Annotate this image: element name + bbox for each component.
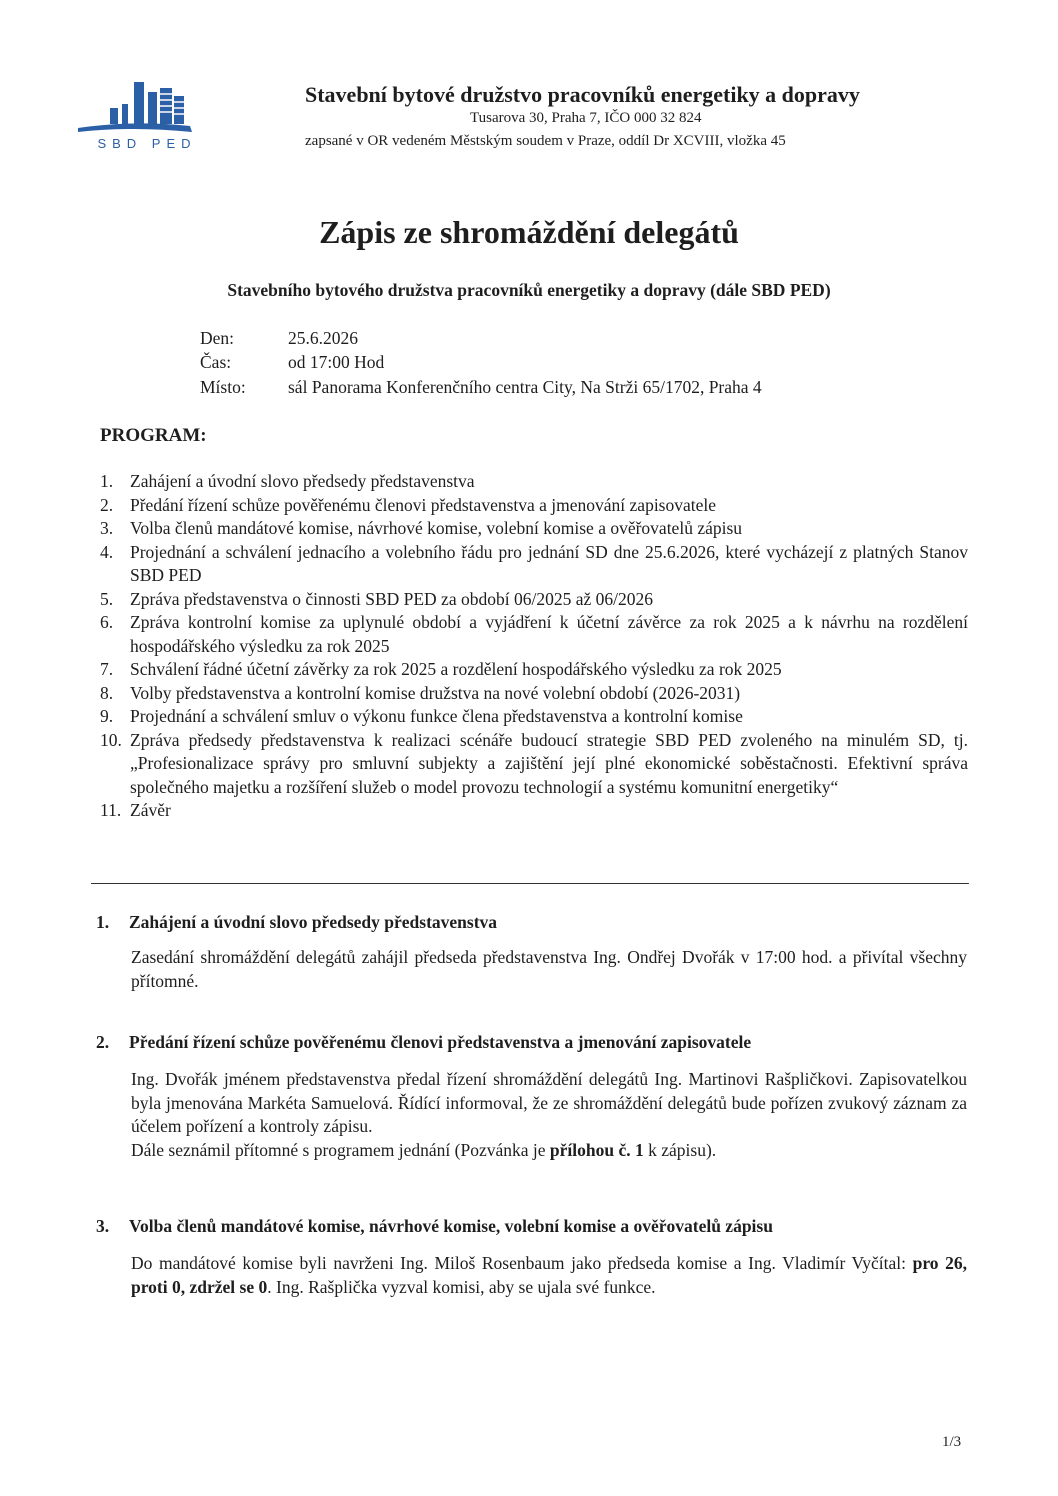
divider <box>91 883 969 884</box>
attachment-reference: přílohou č. 1 <box>549 1139 644 1160</box>
list-item <box>100 682 968 706</box>
list-item <box>100 494 968 518</box>
organization-name: Stavební bytové družstvo pracovníků energetiky a dopravy <box>305 82 860 107</box>
section-heading-2 <box>96 1032 751 1053</box>
section-heading-1 <box>96 912 497 933</box>
organization-address: Tusarova 30, Praha 7, IČO 000 32 824 <box>470 110 702 126</box>
list-item <box>100 611 968 658</box>
section-body-2 <box>131 1068 967 1162</box>
item-number: 6. <box>100 612 114 632</box>
section-title: Předání řízení schůze pověřenému členovi představenstva a jmenování zapisovatele <box>129 1032 752 1052</box>
meta-value-date: 25.6.2026 <box>288 328 358 348</box>
vote-result: pro 26, proti 0, zdržel se 0 <box>131 1253 967 1297</box>
logo <box>72 76 222 156</box>
text-run: . Ing. Rašplička vyzval komisi, aby se ujala své funkce. <box>267 1276 656 1297</box>
item-text: Volby představenstva a kontrolní komise družstva na nové volební období (2026-2031) <box>130 682 741 703</box>
item-number: 9. <box>100 706 114 726</box>
program-list <box>100 470 968 823</box>
item-text: Zpráva předsedy představenstva k realizaci scénáře budoucí strategie SBD PED zvoleného na minulém SD, tj. „Profesionalizace správy pro smluvní subjekty a zajištění její plné ekonomické soběstačnosti. Efektivní správa společného majetku a rozšíření služeb o model provozu technologií a systému komunitní energetiky“ <box>130 729 968 797</box>
meta-label-time: Čas: <box>200 352 232 372</box>
item-number: 1. <box>100 471 114 491</box>
section-heading-3 <box>96 1216 773 1237</box>
item-text: Volba členů mandátové komise, návrhové komise, volební komise a ověřovatelů zápisu <box>130 518 743 538</box>
page-number: 1/3 <box>942 1434 962 1450</box>
item-text: Závěr <box>130 800 171 820</box>
building-logo-icon <box>72 76 222 156</box>
document-title: Zápis ze shromáždění delegátů <box>319 214 739 250</box>
item-number: 3. <box>100 518 114 538</box>
item-number: 5. <box>100 588 114 609</box>
section-body-1: Zasedání shromáždění delegátů zahájil předseda představenstva Ing. Ondřej Dvořák v 17:00 hod. a přivítal všechny přítomné. <box>131 947 967 991</box>
svg-text:SBD PED: SBD PED <box>97 136 197 151</box>
section-number: 3. <box>96 1216 110 1236</box>
text-run: Dále seznámil přítomné s programem jednání (Pozvánka je <box>131 1139 550 1160</box>
meta-value-time: od 17:00 Hod <box>288 352 385 372</box>
text-run: Do mandátové komise byli navrženi Ing. Miloš Rosenbaum jako předseda komise a Ing. Vladimír Vyčítal: <box>131 1253 913 1273</box>
item-text: Zahájení a úvodní slovo předsedy představenstva <box>130 471 475 491</box>
section-number: 2. <box>96 1032 110 1052</box>
item-text: Zpráva představenstva o činnosti SBD PED za období 06/2025 až 06/2026 <box>130 588 653 609</box>
list-item <box>100 588 968 612</box>
item-number: 7. <box>100 659 114 679</box>
list-item <box>100 799 968 823</box>
item-text: Schválení řádné účetní závěrky za rok 2025 a rozdělení hospodářského výsledku za rok 2025 <box>130 659 782 679</box>
program-heading: PROGRAM: <box>100 425 207 446</box>
item-number: 11. <box>100 800 122 820</box>
section-title: Volba členů mandátové komise, návrhové komise, volební komise a ověřovatelů zápisu <box>129 1216 773 1236</box>
list-item <box>100 705 968 729</box>
list-item <box>100 729 968 800</box>
item-number: 10. <box>100 729 122 750</box>
item-text: Projednání a schválení smluv o výkonu funkce člena představenstva a kontrolní komise <box>130 706 743 726</box>
list-item <box>100 658 968 682</box>
meta-label-date: Den: <box>200 328 235 348</box>
item-number: 8. <box>100 682 114 703</box>
text-run: k zápisu). <box>643 1139 717 1160</box>
item-number: 2. <box>100 494 114 515</box>
organization-registration: zapsané v OR vedeném Městským soudem v Praze, oddíl Dr XCVIII, vložka 45 <box>305 133 786 149</box>
list-item <box>100 470 968 494</box>
item-text: Projednání a schválení jednacího a volebního řádu pro jednání SD dne 25.6.2026, které vycházejí z platných Stanov SBD PED <box>130 541 968 585</box>
section-number: 1. <box>96 912 110 932</box>
item-text: Předání řízení schůze pověřenému členovi představenstva a jmenování zapisovatele <box>130 494 717 515</box>
paragraph: Ing. Dvořák jménem představenstva předal řízení shromáždění delegátů Ing. Martinovi Rašpličkovi. Zapisovatelkou byla jmenována Markéta Samuelová. Řídící informoval, že ze shromáždění delegátů bude pořízen zvukový záznam za účelem pořízení a kontroly zápisu. <box>131 1069 967 1136</box>
list-item <box>100 517 968 541</box>
list-item <box>100 541 968 588</box>
section-title: Zahájení a úvodní slovo předsedy představenstva <box>129 912 498 932</box>
meta-label-place: Místo: <box>200 377 246 397</box>
document-subtitle: Stavebního bytového družstva pracovníků energetiky a dopravy (dále SBD PED) <box>227 280 831 300</box>
meta-value-place: sál Panorama Konferenčního centra City, Na Strži 65/1702, Praha 4 <box>288 377 762 397</box>
paragraph <box>131 1139 967 1163</box>
item-text: Zpráva kontrolní komise za uplynulé období a vyjádření k účetní závěrce za rok 2025 a k návrhu na rozdělení hospodářského výsledku za rok 2025 <box>130 612 968 656</box>
item-number: 4. <box>100 541 114 562</box>
section-body-3 <box>131 1252 967 1299</box>
